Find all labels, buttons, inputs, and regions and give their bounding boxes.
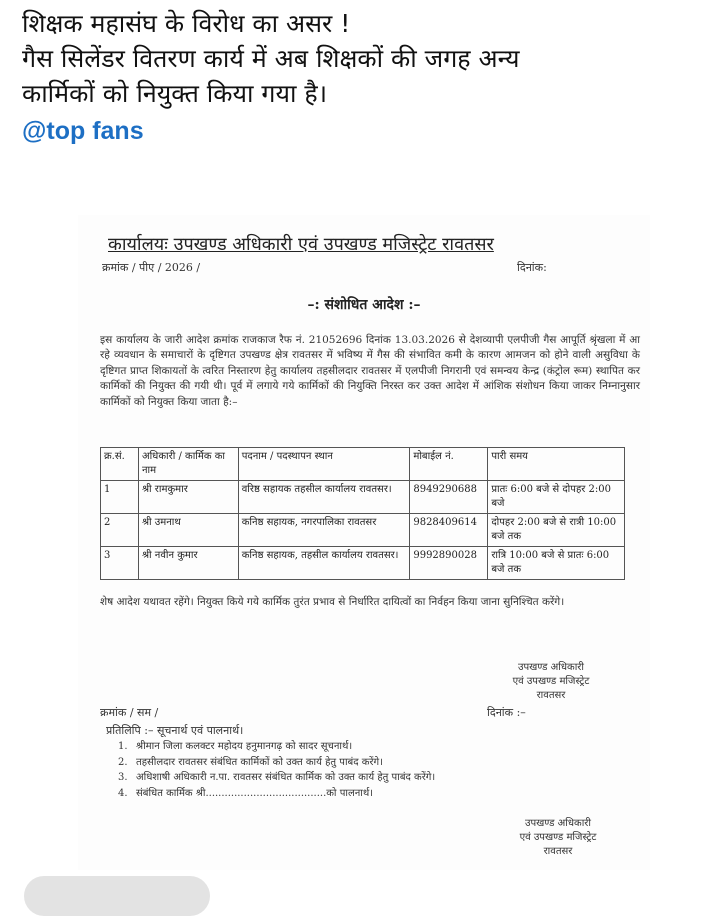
table-cell: कनिष्ठ सहायक, नगरपालिका रावतसर xyxy=(238,514,410,547)
table-cell: कनिष्ठ सहायक, तहसील कार्यालय रावतसर। xyxy=(238,547,410,580)
closing-paragraph: शेष आदेश यथावत रहेंगे। नियुक्त किये गये कार्मिक तुरंत प्रभाव से निर्धारित दायित्वों का निर्वहन किया जाना सुनिश्चित करेंगे। xyxy=(100,596,565,608)
table-cell: 8949290688 xyxy=(410,481,488,514)
staff-table xyxy=(100,447,625,580)
signature-line: रावतसर xyxy=(543,846,573,857)
reference-number: क्रमांक / पीए / 2026 / xyxy=(102,261,201,274)
table-cell: वरिष्ठ सहायक तहसील कार्यालय रावतसर। xyxy=(238,481,410,514)
bottom-action-pill[interactable] xyxy=(24,876,210,916)
table-header-cell: क्र.सं. xyxy=(101,448,139,481)
table-row xyxy=(101,547,625,580)
post-text xyxy=(22,6,702,151)
signature-block-2 xyxy=(488,817,628,859)
table-header-cell: मोबाईल नं. xyxy=(410,448,488,481)
post-line-1: शिक्षक महासंघ के विरोध का असर ! xyxy=(22,9,351,38)
table-cell: प्रातः 6:00 बजे से दोपहर 2:00 बजे xyxy=(488,481,625,514)
office-header-title: कार्यालयः उपखण्ड अधिकारी एवं उपखण्ड मजिस्ट्रेट रावतसर xyxy=(108,234,494,255)
copy-list xyxy=(118,739,435,801)
order-title: –: संशोधित आदेश :– xyxy=(307,297,421,313)
date-label: दिनांक: xyxy=(517,261,547,274)
table-cell: श्री उमनाथ xyxy=(138,514,238,547)
table-cell: 9828409614 xyxy=(410,514,488,547)
document-image xyxy=(78,215,650,870)
table-header-cell: पदनाम / पदस्थापन स्थान xyxy=(238,448,410,481)
table-header-cell: अधिकारी / कार्मिक का नाम xyxy=(138,448,238,481)
table-row xyxy=(101,514,625,547)
table-header-row xyxy=(101,448,625,481)
copy-reference-number: क्रमांक / सम / xyxy=(100,706,159,719)
signature-line: एवं उपखण्ड मजिस्ट्रेट xyxy=(512,676,590,687)
table-cell: 1 xyxy=(101,481,139,514)
table-cell: 9992890028 xyxy=(410,547,488,580)
post-line-3: कार्मिकों को नियुक्त किया गया है। xyxy=(22,79,328,108)
table-header-cell: पारी समय xyxy=(488,448,625,481)
table-cell: 3 xyxy=(101,547,139,580)
top-fans-mention-link[interactable]: @top fans xyxy=(22,117,144,145)
signature-line: उपखण्ड अधिकारी xyxy=(518,662,584,673)
post-line-2: गैस सिलेंडर वितरण कार्य में अब शिक्षकों की जगह अन्य xyxy=(22,44,520,73)
list-item: 1. श्रीमान जिला कलक्टर महोदय हनुमानगढ़ को सादर सूचनार्थ। xyxy=(118,741,353,752)
table-row xyxy=(101,481,625,514)
signature-line: रावतसर xyxy=(536,690,566,701)
table-cell: दोपहर 2:00 बजे से रात्री 10:00 बजे तक xyxy=(488,514,625,547)
list-item: 4. संबंधित कार्मिक श्री......................................को पालनार्थ। xyxy=(118,787,374,799)
list-item: 2. तहसीलदार रावतसर संबंधित कार्मिकों को उक्त कार्य हेतु पाबंद करेंगे। xyxy=(118,756,383,768)
table-cell: रात्रि 10:00 बजे से प्रातः 6:00 बजे तक xyxy=(488,547,625,580)
table-cell: श्री रामकुमार xyxy=(138,481,238,514)
signature-line: एवं उपखण्ड मजिस्ट्रेट xyxy=(519,832,597,843)
table-cell: श्री नवीन कुमार xyxy=(138,547,238,580)
signature-block xyxy=(481,661,621,703)
copy-date-label: दिनांक :– xyxy=(487,706,526,719)
list-item: 3. अधिशाषी अधिकारी न.पा. रावतसर संबंधित कार्मिक को उक्त कार्य हेतु पाबंद करेंगे। xyxy=(118,772,436,783)
copy-heading: प्रतिलिपि :– सूचनार्थ एवं पालनार्थ। xyxy=(106,724,244,737)
table-cell: 2 xyxy=(101,514,139,547)
signature-line: उपखण्ड अधिकारी xyxy=(525,818,591,829)
order-paragraph: इस कार्यालय के जारी आदेश क्रमांक राजकाज रैफ नं. 21052696 दिनांक 13.03.2026 से देशव्यापी एलपीजी गैस आपूर्ति श्रृंखला में आ रहे व्यवधान के समाचारों के दृष्टिगत उपखण्ड क्षेत्र रावतसर में भविष्य में गैस की संभावित कमी के कारण आमजन को होने वाली असुविधा के दृष्टिगत प्राप्त शिकायतों के त्वरित निस्तारण हेतु कार्यालय तहसीलदार रावतसर में एलपीजी निगरानी एवं समन्वय केन्द्र (कंट्रोल रूम) स्थापित कर कार्मिकों की नियुक्त की गयी थी। पूर्व में लगाये गये कार्मिकों की नियुक्ति निरस्त कर उक्त आदेश में आंशिक संशोधन किया जाकर निम्नानुसार कार्मिकों को नियुक्त किया जाता है:– xyxy=(100,334,640,408)
